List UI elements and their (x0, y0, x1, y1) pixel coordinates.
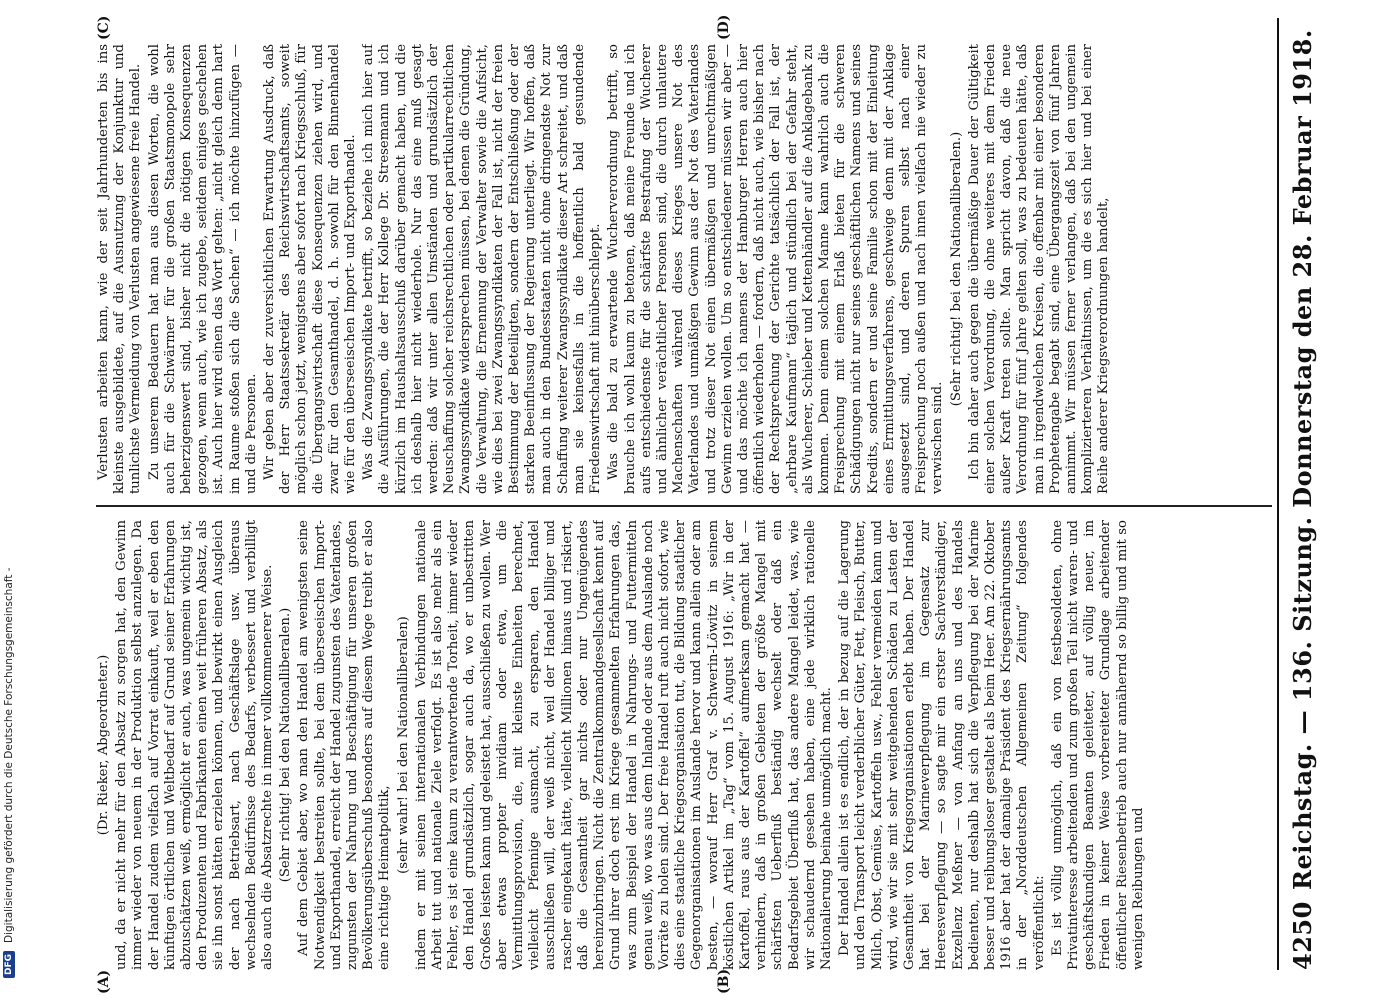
paragraph: indem er mit seinen internationalen Verbindungen nationale Arbeit tut und nationale Ziele verfolgt. Es ist also mehr als ein Fehler, es ist eine kaum zu verantwortende Torheit, immer wieder den Handel grundsätzlich, sogar auch da, wo er unbestritten Großes leisten kann und geleistet hat, ausschließen zu wollen. Wer aber etwas propter invidiam oder etwa, um die Vermittlungsprovision, die, mit kleinste Einheiten berechnet, vielleicht Pfennige ausmacht, zu ersparen, den Handel ausschließen will, der weiß nicht, weil der Handel billiger und rascher eingekauft hätte, vielleicht Millionen hinaus und riskiert, daß die Gesamtheit gar nichts oder nur Ungenügendes hereinzubringen. Nicht die Zentralkommandgesellschaft kennt auf Grund ihrer doch erst im Kriege gesammelten Erfahrungen das, was zum Beispiel der Handel in Nahrungs- und Futtermitteln genau weiß, wo was aus dem Inlande oder aus dem Auslande noch Vorräte zu holen sind. Der freie Handel ruft auch nicht sofort, wie dies eine staatliche Kriegsorganisation tut, die Bildung staatlicher Gegenorganisationen im Auslande hervor und kann allein oder am besten, — worauf Herr Graf v. Schwerin-Löwitz in seinem köstlichen Artikel im „Tag“ vom 15. August 1916: „Wir in der Kartoffel, raus aus der Kartoffel“ aufmerksam gemacht hat — verhindern, daß in großen Gebieten der größte Mangel mit schärfsten Ueberfluß beständig wechselt oder daß ein Bedarfsgebiet Überfluß hat, das andere Mangel leidet, was, wie wir schaudernd gesehen haben, eine jede wirklich rationelle Nationalierung beinahe unmöglich macht. (413, 520, 834, 970)
paragraph: Wir geben aber der zuversichtlichen Erwartung Ausdruck, daß der Herr Staatssekretär des Reichswirtschaftsamts, soweit möglich schon jetzt, wenigstens aber sofort nach Kriegsschluß, für die Übergangswirtschaft diese Konsequenzen ziehen wird, und zwar für den Gesamthandel, d. h. sowohl für den Binnenhandel wie für den überseeischen Import- und Exporthandel. (262, 44, 359, 494)
paragraph: Was die Zwangssyndikate betrifft, so beziehe ich mich hier auf die Ausführungen, die der Herr Kollege Dr. Stresemann und ich kürzlich im Haushaltsausschuß darüber gemacht haben, und die ich deshalb hier nicht wiederhole. Nur das eine muß gesagt werden: daß wir unter allen Umständen und grundsätzlich der Neuschaffung solcher reichsrechtlichen oder partikularrechtlichen Zwangssyndikate widersprechen müssen, bei denen die Gründung, die Verwaltung, die Ernennung der Verwalter sowie die Aufsicht, wie dies bei zwei Zwangssyndikaten der Fall ist, nicht der freien Bestimmung der Beteiligten, sondern der Entschließung oder der starken Beeinflussung der Regierung unterliegt. Wir hoffen, daß man auch in den Bundesstaaten nicht ohne dringendste Not zur Schaffung weiterer Zwangssyndikate dieser Art schreitet, und daß man sie keinesfalls in die hoffentlich bald gesundende Friedenswirtschaft mit hinüberschleppt. (361, 44, 604, 494)
left-column (96, 520, 1272, 970)
quotation: Verlusten arbeiten kann, wie der seit Jahrhunderten bis ins kleinste ausgebildete, auf die Ausnutzung der Konjunktur und tunlichste Vermeidung von Verlusten angewiesene freie Handel. (96, 44, 144, 494)
paragraph: und, da er nicht mehr für den Absatz zu sorgen hat, den Gewinn immer wieder von neuem in der Produktion selbst anzulegen. Da der Handel zudem vielfach auf Vorrat einkauft, weil er eben den künftigen örtlichen und Weltbedarf auf Grund seiner Erfahrungen abzuschätzen weiß, ermöglicht er auch, was ungemein wichtig ist, den Produzenten und Fabrikanten einen weit früheren Absatz, als sie ihn sonst hätten erzielen können, und bewirkt einen Ausgleich der nach Betriebsart, nach Geschäftslage usw. überaus wechselnden Bedürfnisse des Bedarfs, verbessert und verbilligt also auch die Absatzrechte in immer vollkommenerer Weise. (114, 520, 276, 970)
page-header (1282, 18, 1322, 970)
column-separator (96, 506, 1272, 508)
margin-marker-a: (A) (96, 969, 112, 994)
dfg-logo: DFG (3, 951, 15, 978)
quotation: Es ist völlig unmöglich, daß ein von festbesoldeten, ohne Privatinteresse arbeitenden und zum großen Teil nicht waren- und geschäftskundigen Beamten geleiteter, auf völlig neuer, im Frieden in keiner Weise vorbereiteter Grundlage arbeitender öffentlicher Riesenbetrieb auch nur annähernd so billig und mit so wenigen Reibungen und (1049, 520, 1146, 970)
page-number: 4250 (1287, 901, 1317, 970)
paragraph: Was die bald zu erwartende Wucherverordnung betrifft, so brauche ich wohl kaum zu betonen, daß meine Freunde und ich aufs entschiedenste für die schärfste Bestrafung der Wucherer und ähnlicher verächtlicher Personen sind, die durch unlautere Machenschaften während dieses Krieges unsere Not des Vaterlandes und unmäßigen Gewinn aus der Not des Vaterlandes und trotz dieser Not einen übermäßigen und unrechtmäßigen Gewinn erzielen wollen. Um so entschiedener müssen wir aber — und das möchte ich namens der Hamburger Herren auch hier öffentlich wiederholen — fordern, daß nicht auch, wie bisher nach der Rechtsprechung der Gerichte tatsächlich der Fall ist, der „ehrbare Kaufmann“ täglich und stündlich bei der Gefahr steht, als Wucherer, Schieber und Kettenhändler auf die Anklagebank zu kommen. Denn einem solchen Manne kann wahrlich auch die Freisprechung mit einem Erlaß bieten für die schweren Schädigungen nicht nur seines geschäftlichen Namens und seines Kredits, sondern er und seine Familie schon mit der Einleitung eines Ermittlungsverfahrens, geschweige denn mit der Anklage ausgesetzt sind, und deren Spuren selbst nach einer Freisprechung noch außen und nach innen vielfach nie wieder zu verwischen sind. (606, 44, 946, 494)
header-rule (1277, 18, 1279, 970)
page-title: Reichstag. — 136. Sitzung. Donnerstag den 28. Februar 1918. (1287, 29, 1317, 890)
interjection: (Sehr richtig! bei den Nationalliberalen.) (278, 607, 294, 883)
interjection: (Sehr richtig! bei den Nationalliberalen.) (948, 131, 964, 407)
paragraph: Auf dem Gebiet aber, wo man den Handel am wenigsten seine Notwendigkeit bestreiten sollte, bei dem überseeischen Import- und Exporthandel, erreicht der Handel zugunsten des Vaterlandes, zugunsten der Nahrung und Beschäftigung für unseren großen Bevölkerungsüberschuß besonders auf diesem Wege treibt er also eine richtige Heimatpolitik, (296, 520, 393, 970)
margin-marker-d: (D) (716, 14, 732, 40)
digitization-credit (0, 0, 18, 998)
paragraph: Ich bin daher auch gegen die übermäßige Dauer der Gültigkeit einer solchen Verordnung, die ohne weiteres mit dem Frieden außer Kraft treten sollte. Man spricht davon, daß die neue Verordnung für fünf Jahre gelten soll, was zu bedeuten hätte, daß man in irgendwelchen Kreisen, die offenbar mit einer besonderen Prophetengabe begabt sind, eine Übergangszeit von fünf Jahren annimmt. Wir müssen ferner verlangen, daß bei den ungemein komplizierteren Verhältnissen, um die es sich hier und bei einer Reihe anderer Kriegsverordnungen handelt, (966, 44, 1112, 494)
paragraph: Der Handel allein ist es endlich, der in bezug auf die Lagerung und den Transport leicht verderblicher Güter, Fett, Fleisch, Butter, Milch, Obst, Gemüse, Kartoffeln usw., Fehler vermeiden kann und wird, wie wir sie mit sehr weitgehenden Schäden zu Lasten der Gesamtheit von Kriegsorganisationen erlebt haben. Der Handel hat bei der Marineverpflegung im Gegensatz zur Heeresverpflegung — so sagte mir ein erster Sachverständiger, Exzellenz Meßner — von Anfang an uns und des Handels bedienten, nur deshalb hat sich die Verpflegung bei der Marine besser und reibungsloser gestaltet als beim Heer. Am 22. Oktober 1916 aber hat der damalige Präsident des Kriegsernährungsamts in der „Norddeutschen Allgemeinen Zeitung“ folgendes veröffentlicht: (837, 520, 1047, 970)
digitization-credit-text: Digitalisierung gefördert durch die Deutsche Forschungsgemeinschaft - (3, 567, 15, 943)
margin-marker-c: (C) (96, 15, 112, 40)
margin-marker-b: (B) (716, 968, 732, 994)
speaker-attribution: (Dr. Rieker, Abgeordneter.) (96, 654, 111, 836)
right-column (96, 44, 1272, 494)
interjection: (sehr wahr! bei den Nationalliberalen) (395, 616, 411, 874)
paragraph: Zu unserem Bedauern hat man aus diesen Worten, die wohl auch für die Schwärmer für die großen Staatsmonopole sehr beherzigenswert sind, bisher nicht die nötigen Konsequenzen gezogen, wenn auch, wie ich zugebe, seitdem einiges geschehen ist. Auch hier wird einen das Wort gelten: „nicht gleich denn hart im Raume stoßen sich die Sachen“ — ich möchte hinzufügen — und die Personen. (146, 44, 259, 494)
text-columns (96, 14, 1272, 994)
